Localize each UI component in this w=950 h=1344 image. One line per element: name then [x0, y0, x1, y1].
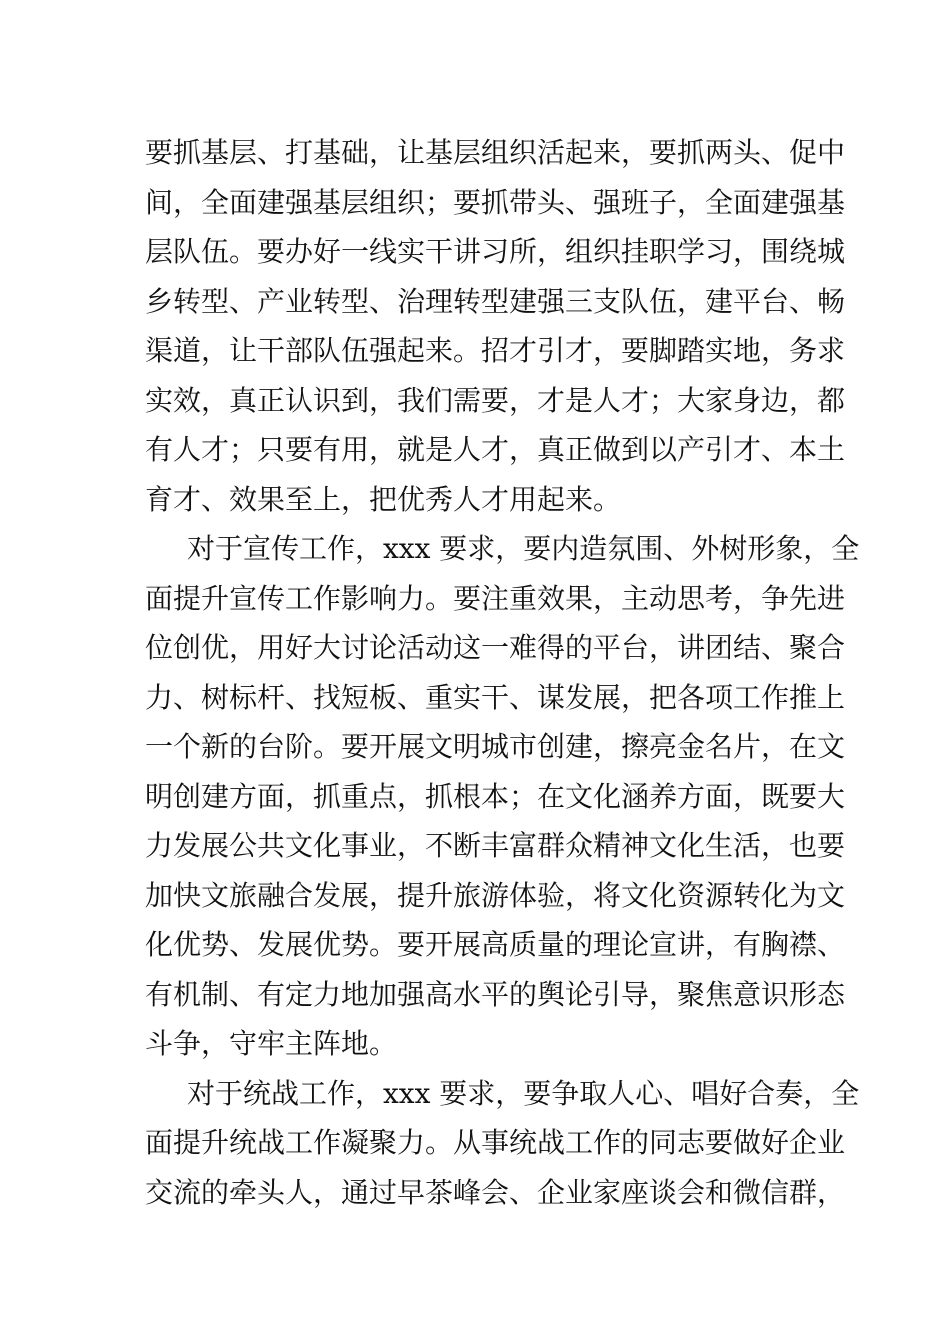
text-line: 明创建方面，抓重点，抓根本；在文化涵养方面，既要大	[145, 779, 846, 813]
paragraph-2	[145, 524, 860, 1069]
paragraph-1	[145, 128, 846, 524]
text-line: 化优势、发展优势。要开展高质量的理论宣讲，有胸襟、	[145, 928, 846, 961]
text-line: 面提升统战工作凝聚力。从事统战工作的同志要做好企业	[145, 1126, 846, 1159]
text-line: 要抓基层、打基础，让基层组织活起来，要抓两头、促中	[145, 136, 846, 169]
text-line: 乡转型、产业转型、治理转型建强三支队伍，建平台、畅	[145, 284, 846, 318]
text-line: 对于统战工作，xxx 要求，要争取人心、唱好合奏，全	[187, 1076, 860, 1110]
text-line: 交流的牵头人，通过早茶峰会、企业家座谈会和微信群，	[145, 1175, 846, 1209]
text-line: 层队伍。要办好一线实干讲习所，组织挂职学习，围绕城	[145, 235, 846, 268]
text-line: 育才、效果至上，把优秀人才用起来。	[145, 482, 622, 516]
text-line: 间，全面建强基层组织；要抓带头、强班子，全面建强基	[145, 185, 846, 219]
text-line: 有机制、有定力地加强高水平的舆论引导，聚焦意识形态	[145, 977, 846, 1011]
paragraph-3	[145, 1069, 860, 1218]
text-line: 对于宣传工作，xxx 要求，要内造氛围、外树形象，全	[187, 532, 860, 565]
text-line: 加快文旅融合发展，提升旅游体验，将文化资源转化为文	[145, 878, 846, 912]
text-line: 实效，真正认识到，我们需要，才是人才；大家身边，都	[145, 383, 846, 417]
body-text	[145, 128, 860, 1217]
text-line: 力、树标杆、找短板、重实干、谋发展，把各项工作推上	[145, 680, 846, 714]
text-line: 渠道，让干部队伍强起来。招才引才，要脚踏实地，务求	[145, 334, 846, 367]
text-line: 有人才；只要有用，就是人才，真正做到以产引才、本土	[145, 433, 846, 466]
text-line: 一个新的台阶。要开展文明城市创建，擦亮金名片，在文	[145, 730, 846, 763]
text-line: 面提升宣传工作影响力。要注重效果，主动思考，争先进	[145, 581, 846, 615]
text-line: 斗争，守牢主阵地。	[145, 1027, 398, 1060]
text-line: 位创优，用好大讨论活动这一难得的平台，讲团结、聚合	[145, 631, 846, 664]
text-line: 力发展公共文化事业，不断丰富群众精神文化生活，也要	[145, 829, 846, 862]
